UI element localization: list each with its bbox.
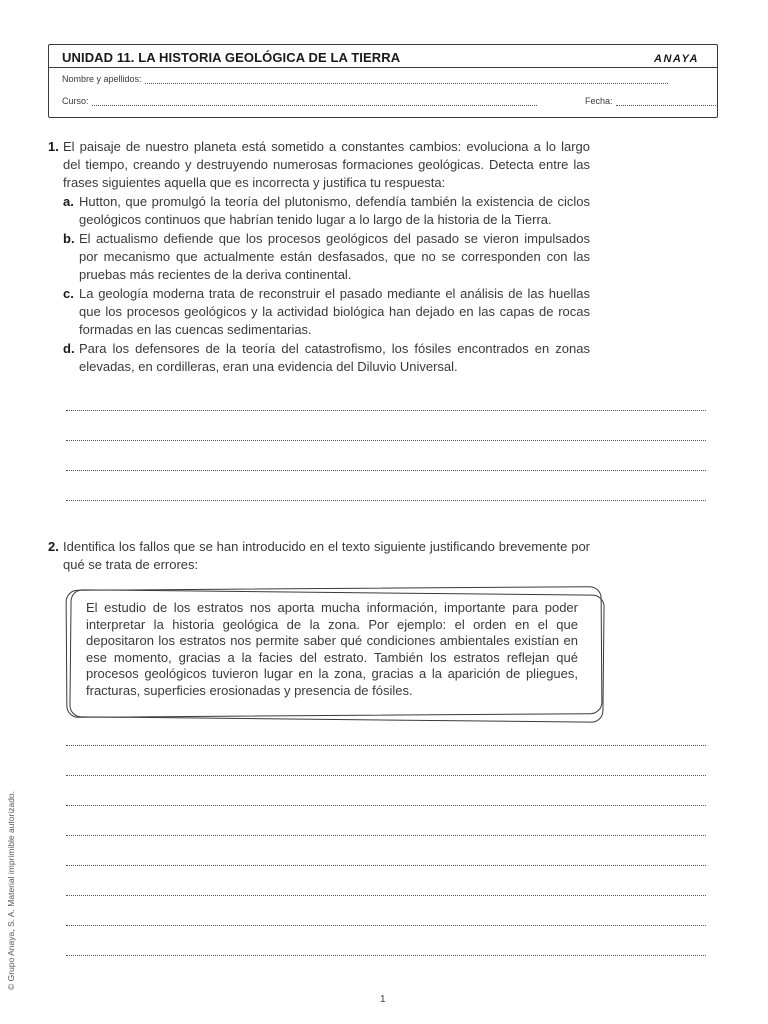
answer-line[interactable] [66,775,706,776]
option-c-text: La geología moderna trata de reconstruir el pasado mediante el análisis de las huellas que los procesos geológicos y la actividad biológica han dejado en las capas de rocas formadas en las cuencas sedimentarias. [79,286,590,337]
name-line[interactable] [145,75,668,84]
option-a-text: Hutton, que promulgó la teoría del plutonismo, defendía también la existencia de ciclos geológicos continuos que habrían tenido lugar a lo largo de la historia de la Tierra. [79,194,590,227]
answer-line[interactable] [66,470,706,471]
question-1-text: El paisaje de nuestro planeta está sometido a constantes cambios: evoluciona a lo largo del tiempo, creando y destruyendo numerosas formaciones geológicas. Detecta entre las frases siguientes aquella que es incorrecta y justifica tu respuesta: [63,139,590,190]
option-d-letter: d. [63,341,75,356]
page-number: 1 [380,994,386,1005]
copyright-note: © Grupo Anaya, S. A. Material imprimible autorizado. [6,790,16,990]
answer-line[interactable] [66,925,706,926]
date-field[interactable] [585,96,716,106]
option-a [63,193,590,229]
answer-line[interactable] [66,410,706,411]
answer-line[interactable] [66,440,706,441]
header-divider [49,67,717,68]
course-line[interactable] [92,97,537,106]
question-1 [48,138,590,376]
date-label: Fecha: [585,96,613,106]
option-c-letter: c. [63,286,74,301]
question-2-number: 2. [48,539,59,554]
answer-line[interactable] [66,805,706,806]
worksheet-header [48,44,718,118]
option-d [63,340,590,376]
date-line[interactable] [616,97,716,106]
option-d-text: Para los defensores de la teoría del catastrofismo, los fósiles encontrados en zonas elevadas, en cordilleras, eran una evidencia del Diluvio Universal. [79,341,590,374]
course-label: Curso: [62,96,89,106]
option-b-text: El actualismo defiende que los procesos geológicos del pasado se vieron impulsados por mecanismo que actualmente están desfasados, que no se corresponden con las pruebas más recientes de la deriva continental. [79,231,590,282]
answer-line[interactable] [66,865,706,866]
question-2 [48,538,590,574]
answer-line[interactable] [66,745,706,746]
question-2-text: Identifica los fallos que se han introducido en el texto siguiente justificando brevemente por qué se trata de errores: [63,539,590,572]
name-field[interactable] [62,74,668,84]
unit-title: UNIDAD 11. LA HISTORIA GEOLÓGICA DE LA TIERRA [62,50,401,65]
name-label: Nombre y apellidos: [62,74,142,84]
option-b [63,230,590,284]
anaya-logo: ANAYA [654,53,699,65]
option-c [63,285,590,339]
answer-line[interactable] [66,895,706,896]
option-b-letter: b. [63,231,75,246]
answer-line[interactable] [66,835,706,836]
answer-line[interactable] [66,500,706,501]
course-field[interactable] [62,96,537,106]
question-1-number: 1. [48,139,59,154]
option-a-letter: a. [63,194,74,209]
answer-line[interactable] [66,955,706,956]
error-text-passage: El estudio de los estratos nos aporta mucha información, importante para poder interpretar la historia geológica de la zona. Por ejemplo: el orden en el que depositaron los estratos nos permite saber qué condiciones ambientales existían en ese momento, gracias a la facies del estrato. También los estratos reflejan qué procesos geológicos tuvieron lugar en la zona, gracias a la aparición de pliegues, fracturas, superficies erosionadas y presencia de fósiles. [86,600,578,698]
